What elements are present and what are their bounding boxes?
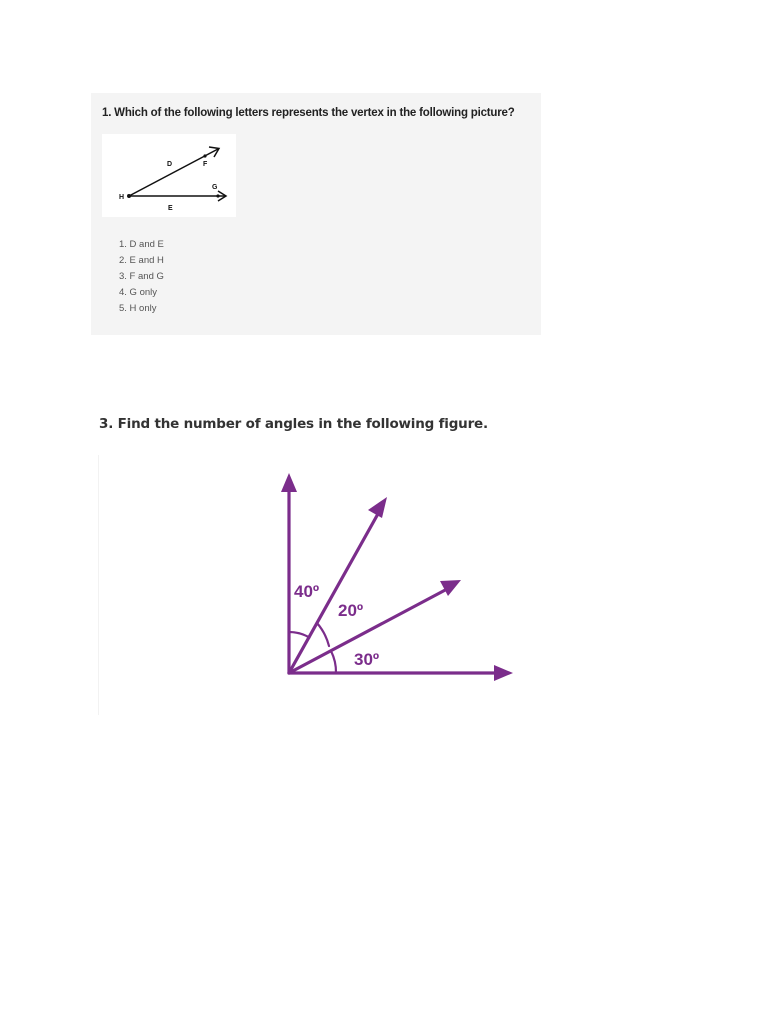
- option-5[interactable]: 5. H only: [119, 303, 157, 314]
- option-4[interactable]: 4. G only: [119, 287, 158, 298]
- question-1-card: [91, 93, 541, 335]
- label-g: G: [212, 184, 218, 191]
- label-d: D: [167, 161, 173, 168]
- arc-40: [289, 632, 310, 638]
- arrowhead-60: [368, 497, 387, 518]
- question-1-title: 1. Which of the following letters represents the vertex in the following picture?: [102, 107, 515, 119]
- angle-label-40: 40º: [294, 582, 320, 601]
- arc-30: [331, 651, 336, 673]
- question-3-title: 3. Find the number of angles in the following figure.: [99, 416, 488, 432]
- option-2[interactable]: 2. E and H: [119, 255, 164, 266]
- label-f: F: [203, 161, 208, 168]
- question-1-options: [119, 237, 164, 317]
- label-h: H: [119, 194, 125, 201]
- arrowhead-vertical: [281, 473, 297, 492]
- label-e: E: [168, 205, 173, 212]
- question-1-figure: [102, 134, 236, 217]
- point-h: [127, 194, 131, 198]
- arc-20: [317, 623, 329, 646]
- option-3[interactable]: 3. F and G: [119, 271, 164, 282]
- option-1[interactable]: 1. D and E: [119, 239, 164, 250]
- ray-hf-arrowhead: [209, 147, 219, 157]
- question-3-figure: [98, 455, 539, 715]
- arrowhead-horizontal: [494, 665, 513, 681]
- arrowhead-30: [440, 580, 461, 596]
- angle-label-30: 30º: [354, 650, 380, 669]
- angle-label-20: 20º: [338, 601, 364, 620]
- point-f: [203, 154, 206, 157]
- point-g: [216, 194, 219, 197]
